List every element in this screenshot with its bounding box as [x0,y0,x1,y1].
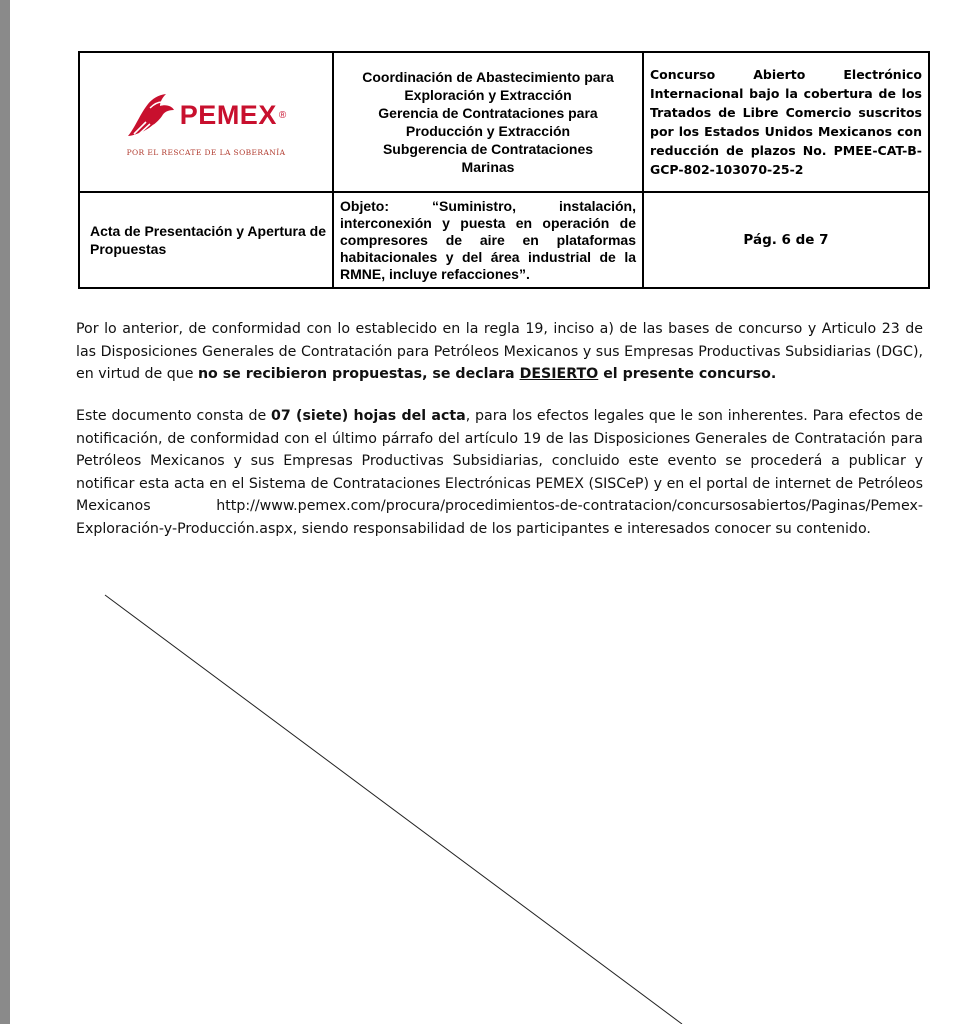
document-type-cell: Acta de Presentación y Apertura de Propuestas [79,192,333,288]
department-line: Subgerencia de Contrataciones [382,141,594,157]
contest-info-cell: Concurso Abierto Electrónico Internacional bajo la cobertura de los Tratados de Libre Comercio suscritos por los Estados Unidos Mexicanos con reducción de plazos No. PMEE-CAT-B-GCP-802-103070-25-2 [643,52,929,192]
bold-text: 07 (siete) hojas del acta [271,408,466,424]
paragraph-text: , para los efectos legales que le son inherentes. Para efectos de notificación, de conformidad con el último párrafo del artículo 19 de las Disposiciones Generales de Contratación para Petróleos Mexicanos y sus Empresas Productivas Subsidiarias, concluido este evento se procederá a publicar y notificar esta acta en el Sistema de Contrataciones Electrónicas PEMEX (SISCeP) y en el portal de internet de Petróleos Mexicanos http://www.pemex.com/procura/procedimientos-de-contratacion/concursosabiertos/Paginas/Pemex-Exploración-y-Producción.aspx, siendo responsabilidad de los participantes e interesados conocer su contenido. [76,408,923,537]
paragraph-text: Este documento consta de [76,408,271,424]
cancellation-line [10,0,979,1024]
registered-mark: ® [278,109,287,121]
department-line: Exploración y Extracción [404,87,572,103]
department-line: Marinas [461,159,515,175]
logo-tagline: POR EL RESCATE DE LA SOBERANÍA [126,148,286,157]
document-page [10,0,979,1024]
page-number: Pág. 6 de 7 [643,192,929,288]
department-line: Producción y Extracción [405,123,571,139]
logo-wordmark: PEMEX [179,99,277,130]
paragraph-text: Por lo anterior, de conformidad con lo establecido en la regla 19, inciso a) de las bases de concurso y Articulo 23 de las Disposiciones Generales de Contratación para Petróleos Mexicanos y sus Empresas Productivas Subsidiarias (DGC), en virtud de que [76,321,923,382]
bold-text: no se recibieron propuestas, se declara [197,366,520,382]
department-line: Gerencia de Contrataciones para [378,105,598,121]
bold-text: el presente concurso. [598,366,777,382]
department-line: Coordinación de Abastecimiento para [362,69,614,85]
desierto-underlined: DESIERTO [519,366,599,382]
object-cell: Objeto: “Suministro, instalación, interconexión y puesta en operación de compresores de aire en plataformas habitacionales y del área industrial de la RMNE, incluye refacciones”. [333,192,643,288]
